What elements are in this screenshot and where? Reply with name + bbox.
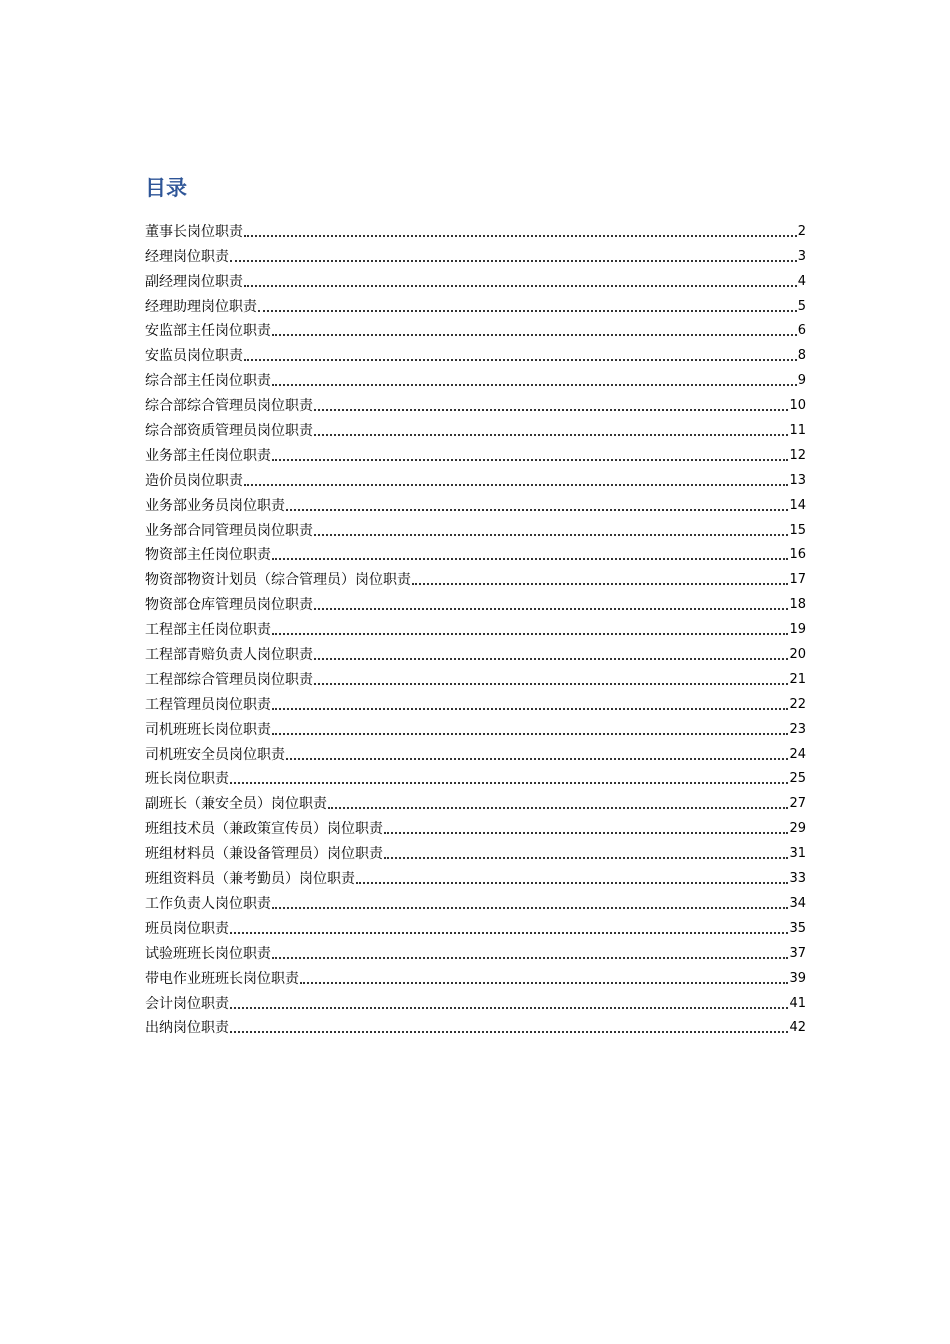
toc-entry[interactable] — [145, 789, 806, 814]
toc-entry[interactable] — [145, 317, 806, 342]
toc-entry[interactable] — [145, 341, 806, 366]
toc-dot-leader — [230, 781, 788, 784]
toc-entry-page-number: 15 — [789, 522, 806, 538]
toc-dot-leader — [272, 458, 788, 461]
toc-entry[interactable] — [145, 366, 806, 391]
toc-entry-page-number: 13 — [789, 472, 806, 488]
toc-dot-leader — [244, 483, 788, 486]
toc-entry-label: 经理助理岗位职责 — [145, 298, 257, 315]
toc-dot-leader — [272, 557, 788, 560]
toc-entry-page-number: 10 — [789, 398, 806, 414]
toc-entry-label: 出纳岗位职责 — [145, 1020, 229, 1037]
toc-dot-leader — [314, 533, 788, 536]
toc-dot-leader — [272, 632, 788, 635]
toc-dot-leader — [244, 234, 797, 237]
toc-entry[interactable] — [145, 516, 806, 541]
toc-dot-leader — [272, 383, 797, 386]
toc-entry[interactable] — [145, 939, 806, 964]
toc-entry-label: 工程管理员岗位职责 — [145, 696, 271, 713]
toc-entry[interactable] — [145, 839, 806, 864]
toc-entry[interactable] — [145, 565, 806, 590]
toc-entry-page-number: 9 — [797, 373, 806, 389]
toc-entry-page-number: 34 — [789, 895, 806, 911]
toc-entry-page-number: 33 — [789, 871, 806, 887]
toc-entry-label: 副班长（兼安全员）岗位职责 — [145, 796, 327, 813]
toc-dot-leader — [258, 309, 797, 312]
toc-entry-page-number: 3 — [797, 248, 806, 264]
toc-entry-label: 安监部主任岗位职责 — [145, 323, 271, 340]
toc-entry-label: 业务部合同管理员岗位职责 — [145, 522, 313, 539]
toc-entry-page-number: 16 — [789, 547, 806, 563]
toc-entry[interactable] — [145, 715, 806, 740]
toc-dot-leader — [314, 682, 788, 685]
toc-dot-leader — [328, 806, 788, 809]
toc-entry-label: 物资部主任岗位职责 — [145, 547, 271, 564]
toc-entry-page-number: 37 — [789, 945, 806, 961]
toc-entry-page-number: 2 — [797, 223, 806, 239]
toc-title: 目录 — [145, 176, 187, 200]
toc-dot-leader — [272, 906, 788, 909]
toc-entry[interactable] — [145, 391, 806, 416]
toc-entry-label: 司机班班长岗位职责 — [145, 721, 271, 738]
toc-entry[interactable] — [145, 292, 806, 317]
toc-entry-page-number: 35 — [789, 920, 806, 936]
toc-entry[interactable] — [145, 267, 806, 292]
toc-dot-leader — [272, 732, 788, 735]
toc-entry-page-number: 19 — [789, 622, 806, 638]
toc-entry-page-number: 23 — [789, 721, 806, 737]
toc-entry-page-number: 11 — [789, 423, 806, 439]
toc-dot-leader — [314, 433, 788, 436]
toc-entry-page-number: 18 — [789, 597, 806, 613]
toc-entry-page-number: 24 — [789, 746, 806, 762]
toc-entry-label: 副经理岗位职责 — [145, 273, 243, 290]
toc-entry[interactable] — [145, 889, 806, 914]
toc-entry[interactable] — [145, 964, 806, 989]
toc-entry[interactable] — [145, 242, 806, 267]
toc-entry-page-number: 39 — [789, 970, 806, 986]
toc-dot-leader — [230, 931, 788, 934]
toc-entry-label: 班长岗位职责 — [145, 771, 229, 788]
toc-entry-label: 司机班安全员岗位职责 — [145, 746, 285, 763]
toc-entry-label: 物资部物资计划员（综合管理员）岗位职责 — [145, 572, 411, 589]
toc-dot-leader — [230, 1006, 788, 1009]
toc-entry[interactable] — [145, 416, 806, 441]
toc-entry-label: 工作负责人岗位职责 — [145, 895, 271, 912]
toc-entry-page-number: 21 — [789, 671, 806, 687]
toc-entry[interactable] — [145, 441, 806, 466]
toc-entry[interactable] — [145, 914, 806, 939]
toc-entry-page-number: 29 — [789, 821, 806, 837]
toc-entry[interactable] — [145, 590, 806, 615]
toc-entry[interactable] — [145, 814, 806, 839]
toc-entry[interactable] — [145, 665, 806, 690]
toc-dot-leader — [244, 358, 797, 361]
toc-entry[interactable] — [145, 740, 806, 765]
toc-entry-page-number: 31 — [789, 846, 806, 862]
toc-entry-label: 业务部主任岗位职责 — [145, 447, 271, 464]
toc-entry-page-number: 20 — [789, 647, 806, 663]
toc-entry-label: 试验班班长岗位职责 — [145, 945, 271, 962]
toc-entry-page-number: 25 — [789, 771, 806, 787]
toc-entry-page-number: 12 — [789, 447, 806, 463]
toc-dot-leader — [314, 408, 788, 411]
toc-entry-page-number: 27 — [789, 796, 806, 812]
toc-entry[interactable] — [145, 491, 806, 516]
toc-entry-page-number: 14 — [789, 497, 806, 513]
toc-entry-page-number: 17 — [789, 572, 806, 588]
toc-dot-leader — [384, 831, 788, 834]
toc-entry-page-number: 6 — [797, 323, 806, 339]
toc-dot-leader — [412, 582, 788, 585]
toc-entry-label: 会计岗位职责 — [145, 995, 229, 1012]
toc-entry-label: 董事长岗位职责 — [145, 223, 243, 240]
toc-entry[interactable] — [145, 765, 806, 790]
toc-entry[interactable] — [145, 864, 806, 889]
toc-entry-label: 综合部主任岗位职责 — [145, 373, 271, 390]
toc-dot-leader — [272, 333, 797, 336]
toc-entry[interactable] — [145, 1014, 806, 1039]
toc-entry-label: 班组技术员（兼政策宣传员）岗位职责 — [145, 821, 383, 838]
toc-entry[interactable] — [145, 989, 806, 1014]
toc-dot-leader — [384, 856, 788, 859]
toc-entry-page-number: 4 — [797, 273, 806, 289]
toc-entry[interactable] — [145, 466, 806, 491]
toc-entry-page-number: 5 — [797, 298, 806, 314]
toc-entry[interactable] — [145, 217, 806, 242]
toc-entry-label: 业务部业务员岗位职责 — [145, 497, 285, 514]
toc-entry-label: 安监员岗位职责 — [145, 348, 243, 365]
toc-entry-label: 班员岗位职责 — [145, 920, 229, 937]
toc-entry-label: 综合部资质管理员岗位职责 — [145, 423, 313, 440]
toc-dot-leader — [230, 1030, 788, 1033]
toc-entry-label: 工程部主任岗位职责 — [145, 622, 271, 639]
toc-dot-leader — [244, 284, 797, 287]
toc-dot-leader — [272, 707, 788, 710]
toc-dot-leader — [272, 956, 788, 959]
toc-entry-label: 班组材料员（兼设备管理员）岗位职责 — [145, 846, 383, 863]
toc-entry-label: 工程部综合管理员岗位职责 — [145, 671, 313, 688]
toc-entry-page-number: 42 — [789, 1020, 806, 1036]
toc-entry-label: 带电作业班班长岗位职责 — [145, 970, 299, 987]
toc-dot-leader — [300, 981, 788, 984]
toc-entry-page-number: 8 — [797, 348, 806, 364]
toc-entry-label: 班组资料员（兼考勤员）岗位职责 — [145, 871, 355, 888]
toc-entry[interactable] — [145, 615, 806, 640]
toc-entry-page-number: 22 — [789, 696, 806, 712]
toc-entry-label: 工程部青赔负责人岗位职责 — [145, 647, 313, 664]
toc-entry[interactable] — [145, 541, 806, 566]
toc-dot-leader — [356, 881, 788, 884]
toc-entry[interactable] — [145, 690, 806, 715]
toc-dot-leader — [314, 607, 788, 610]
toc-dot-leader — [230, 259, 797, 262]
toc-entry-label: 物资部仓库管理员岗位职责 — [145, 597, 313, 614]
toc-entry-label: 造价员岗位职责 — [145, 472, 243, 489]
toc-entry-label: 综合部综合管理员岗位职责 — [145, 398, 313, 415]
toc-dot-leader — [286, 508, 788, 511]
toc-entry-page-number: 41 — [789, 995, 806, 1011]
toc-dot-leader — [314, 657, 788, 660]
toc-entry-label: 经理岗位职责 — [145, 248, 229, 265]
toc-dot-leader — [286, 757, 788, 760]
toc-entry[interactable] — [145, 640, 806, 665]
toc-list — [145, 217, 806, 1038]
